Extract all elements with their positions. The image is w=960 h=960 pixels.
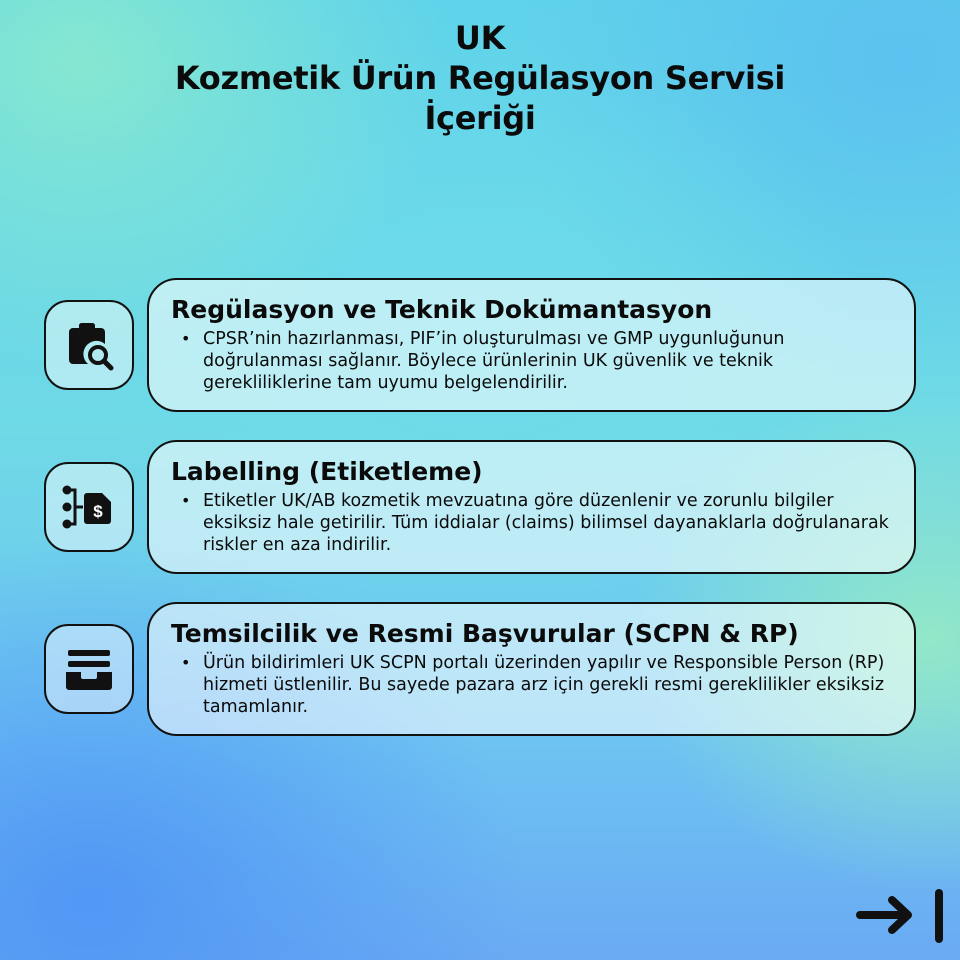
arrow-right-to-bar-icon[interactable] <box>856 888 948 944</box>
card-text: CPSR’nin hazırlanması, PIF’in oluşturulması ve GMP uygunluğunun doğrulanması sağlanır. Böylece ürünlerinin UK güvenlik ve teknik gerekliliklerine tam uyumu belgelendirilir. <box>203 329 785 393</box>
card-description <box>181 652 894 718</box>
card-description <box>181 490 894 556</box>
page-title <box>0 18 960 138</box>
bullet: • <box>181 653 191 672</box>
card-title: Labelling (Etiketleme) <box>171 457 483 486</box>
title-line-3: İçeriği <box>424 99 536 137</box>
title-line-1: UK <box>454 19 506 57</box>
representation-icon-box <box>44 624 134 714</box>
regulation-icon-box <box>44 300 134 390</box>
clipboard-search-icon <box>61 317 117 373</box>
card-text: Etiketler UK/AB kozmetik mevzuatına göre düzenlenir ve zorunlu bilgiler eksiksiz hale getirilir. Tüm iddialar (claims) bilimsel dayanaklarla doğrulanarak riskler en aza indirilir. <box>203 491 889 555</box>
regulation-card <box>147 278 916 412</box>
card-title: Regülasyon ve Teknik Dokümantasyon <box>171 295 713 324</box>
labelling-card <box>147 440 916 574</box>
card-description <box>181 328 894 394</box>
representation-card <box>147 602 916 736</box>
svg-text:$: $ <box>93 502 103 521</box>
label-dollar-icon <box>61 479 117 535</box>
title-line-2: Kozmetik Ürün Regülasyon Servisi <box>174 59 786 97</box>
labelling-icon-box <box>44 462 134 552</box>
inbox-tray-icon <box>61 641 117 697</box>
bullet: • <box>181 491 191 510</box>
bullet: • <box>181 329 191 348</box>
card-title: Temsilcilik ve Resmi Başvurular (SCPN & RP) <box>171 619 799 648</box>
card-text: Ürün bildirimleri UK SCPN portalı üzerinden yapılır ve Responsible Person (RP) hizmeti üstlenilir. Bu sayede pazara arz için gerekli resmi gereklilikler eksiksiz tamamlanır. <box>203 653 885 717</box>
